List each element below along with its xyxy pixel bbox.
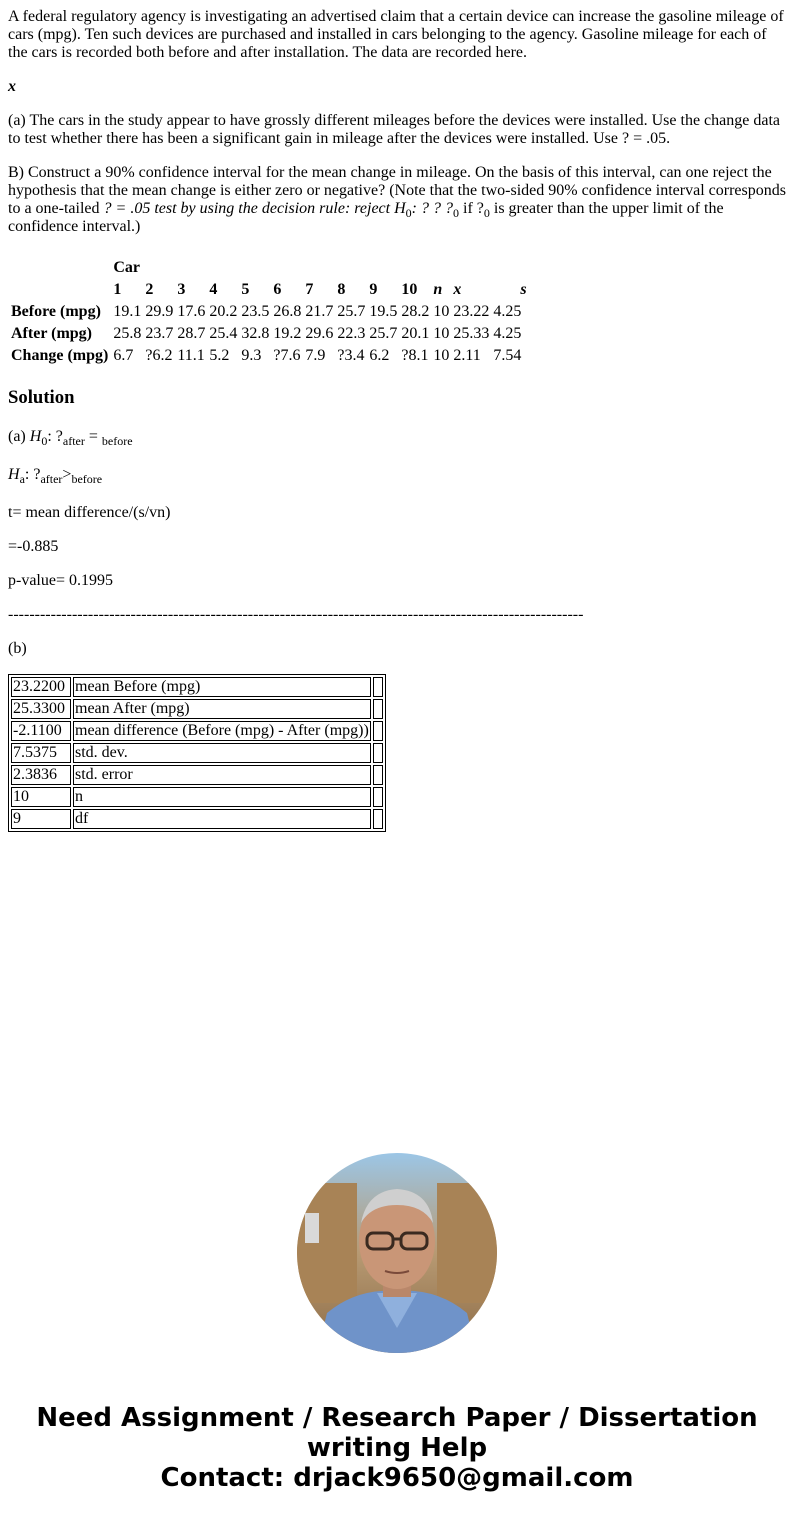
col-header: s [520, 281, 527, 298]
row-label: Change (mpg) [11, 347, 109, 364]
stat-value: 23.2200 [11, 677, 71, 697]
col-header: 7 [305, 281, 314, 298]
table-row [11, 743, 383, 763]
table-cell: 6.2 [369, 347, 390, 364]
stat-label: df [73, 809, 371, 829]
footer-line-1: Need Assignment / Research Paper / Dissertation [36, 1403, 758, 1433]
table-cell: 5.2 [209, 347, 230, 364]
col-header: 8 [337, 281, 346, 298]
col-header: 5 [241, 281, 250, 298]
stat-value: -2.1100 [11, 721, 71, 741]
col-header: 2 [145, 281, 154, 298]
table-cell: 25.7 [337, 303, 366, 320]
table-cell: 25.4 [209, 325, 238, 342]
table-column-header-row [10, 280, 528, 300]
table-row [10, 346, 528, 366]
table-cell: 10 [433, 325, 450, 342]
table-cell: ?3.4 [337, 347, 365, 364]
stat-value: 25.3300 [11, 699, 71, 719]
author-avatar [297, 1153, 497, 1353]
table-cell: 11.1 [177, 347, 205, 364]
footer-line-2: writing Help [306, 1433, 488, 1463]
table-cell: 4.25 [493, 303, 522, 320]
table-cell: 10 [433, 347, 450, 364]
table-cell: 25.33 [453, 325, 490, 342]
table-group-header-row [10, 258, 528, 278]
table-row [11, 677, 383, 697]
table-cell: 7.54 [493, 347, 522, 364]
table-cell: 25.7 [369, 325, 398, 342]
stat-label: std. dev. [73, 743, 371, 763]
table-row [10, 302, 528, 322]
table-cell: 23.5 [241, 303, 270, 320]
stat-label: std. error [73, 765, 371, 785]
table-row [11, 765, 383, 785]
table-row [11, 787, 383, 807]
col-header: 1 [113, 281, 122, 298]
stat-label: mean Before (mpg) [73, 677, 371, 697]
table-cell: 28.7 [177, 325, 206, 342]
null-hypothesis: (a) $H_0$: $?_{after} = _{before}$ [8, 428, 133, 448]
part-b-label: (b) [8, 640, 27, 657]
col-header: 3 [177, 281, 186, 298]
table-cell: 20.2 [209, 303, 238, 320]
problem-intro: A federal regulatory agency is investigating an advertised claim that a certain device can increase the gasoline mileage of cars (mpg). Ten such devices are purchased and installed in cars belonging to the agency. Gasoline mileage for each of the cars is recorded both before and after installation. The data are recorded here. [8, 8, 784, 61]
paired-stats-table [8, 674, 386, 832]
table-row [11, 699, 383, 719]
car-mileage-table [8, 256, 530, 368]
table-cell: ?8.1 [401, 347, 429, 364]
table-cell: 9.3 [241, 347, 262, 364]
stat-value: 2.3836 [11, 765, 71, 785]
col-header: x [453, 281, 462, 298]
stat-label: mean difference (Before (mpg) - After (mpg)) [75, 722, 369, 739]
table-cell: 2.11 [453, 347, 481, 364]
promo-footer [0, 1403, 794, 1493]
x-mark: x [8, 78, 16, 95]
problem-part-b: B) Construct a 90% confidence interval for the mean change in mileage. On the basis of this interval, can one reject the hypothesis that the mean change is either zero or negative? (Note that the two-sided 90% confidence interval corresponds to a one-tailed ? = .05 test by using the decision rule: reject $H_0$: ? ? $?_0$ if $?_0$ is greater than the upper limit of the confidence interval.) [8, 164, 786, 235]
table-cell: 7.9 [305, 347, 326, 364]
table-cell: 4.25 [493, 325, 522, 342]
col-header: 10 [401, 281, 418, 298]
author-portrait-icon [297, 1153, 497, 1353]
table-cell: 28.2 [401, 303, 430, 320]
col-header: n [433, 281, 443, 298]
table-cell: 29.9 [145, 303, 174, 320]
table-cell: 29.6 [305, 325, 334, 342]
table-cell: 23.7 [145, 325, 174, 342]
table-row [11, 721, 383, 741]
stat-value: 10 [11, 787, 71, 807]
alternative-hypothesis: $H_a$: $?_{after}>_{before}$ [8, 466, 103, 486]
problem-part-a: (a) The cars in the study appear to have grossly different mileages before the devices were installed. Use the change data to test whether there has been a significant gain in mileage after the devices were installed. Use ? = .05. [8, 112, 780, 147]
table-cell: 25.8 [113, 325, 142, 342]
col-header: 4 [209, 281, 218, 298]
row-label: Before (mpg) [11, 303, 101, 320]
t-formula: t= mean difference/(s/vn) [8, 504, 171, 521]
p-value: p-value= 0.1995 [8, 572, 113, 589]
table-cell: ?6.2 [145, 347, 173, 364]
table-cell: 10 [433, 303, 450, 320]
stat-label: n [73, 787, 371, 807]
stat-label: mean After (mpg) [73, 699, 371, 719]
car-group-header: Car [113, 259, 140, 276]
table-cell: 6.7 [113, 347, 134, 364]
table-cell: 22.3 [337, 325, 366, 342]
row-label: After (mpg) [11, 325, 93, 342]
table-cell: 17.6 [177, 303, 206, 320]
table-cell: 26.8 [273, 303, 302, 320]
table-cell: 23.22 [453, 303, 490, 320]
table-row [11, 809, 383, 829]
table-cell: 19.1 [113, 303, 142, 320]
divider: ------------------------------------------------------------------------------------------------------------ [8, 606, 584, 623]
table-cell: 32.8 [241, 325, 270, 342]
table-cell: ?7.6 [273, 347, 301, 364]
table-row [10, 324, 528, 344]
col-header: 6 [273, 281, 282, 298]
table-cell: 19.2 [273, 325, 302, 342]
stat-value: 9 [11, 809, 71, 829]
table-cell: 21.7 [305, 303, 334, 320]
table-cell: 19.5 [369, 303, 398, 320]
table-cell: 20.1 [401, 325, 430, 342]
stat-value: 7.5375 [11, 743, 71, 763]
solution-heading: Solution [8, 387, 75, 408]
t-value: =-0.885 [8, 538, 59, 555]
col-header: 9 [369, 281, 378, 298]
footer-contact: Contact: drjack9650@gmail.com [160, 1463, 634, 1493]
